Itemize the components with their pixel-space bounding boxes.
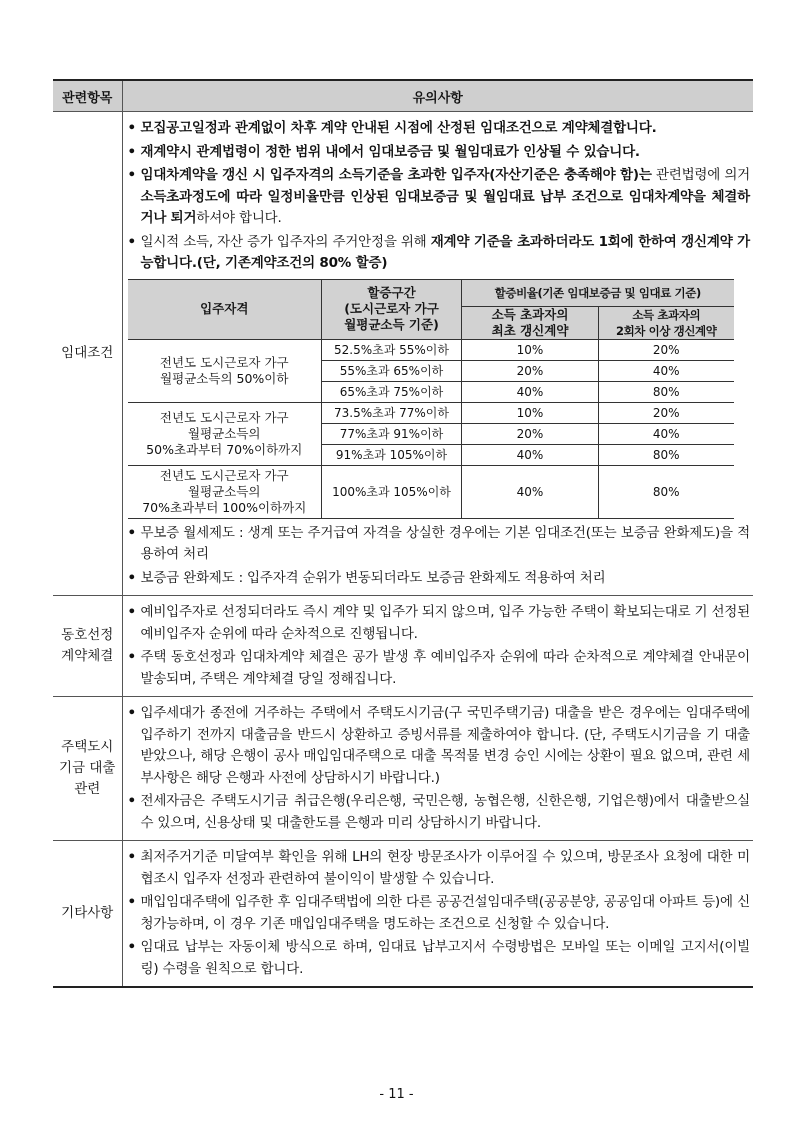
table-row — [128, 465, 734, 518]
header-first-renewal: 소득 초과자의 최초 갱신계약 — [462, 306, 599, 339]
range-cell: 52.5%초과 55%이하 — [322, 339, 462, 360]
first-rate-cell: 20% — [462, 423, 599, 444]
header-range: 할증구간 (도시근로자 가구 월평균소득 기준) — [322, 279, 462, 339]
section-label: 기타사항 — [53, 841, 122, 988]
list-item: • 모집공고일정과 관계없이 차후 계약 안내된 시점에 산정된 임대조건으로 계약체결합니다. — [127, 120, 657, 136]
table-header-row — [128, 279, 734, 306]
list-item: • 일시적 소득, 자산 증가 입주자의 주거안정을 위해 재계약 기준을 초과하더라도 1회에 한하여 갱신계약 가능합니다.(단, 기존계약조건의 80% 할증) — [127, 233, 750, 271]
group-label: 전년도 도시근로자 가구 월평균소득의 50%이하 — [128, 339, 322, 402]
first-rate-cell: 10% — [462, 402, 599, 423]
second-rate-cell: 80% — [599, 444, 734, 465]
table-row — [128, 402, 734, 423]
section-body — [122, 112, 753, 596]
header-row — [53, 80, 753, 112]
list-item: • 재계약시 관계법령이 정한 범위 내에서 임대보증금 및 월임대료가 인상될 수 있습니다. — [127, 143, 640, 160]
first-rate-cell: 20% — [462, 360, 599, 381]
first-rate-cell: 10% — [462, 339, 599, 360]
section-body — [122, 596, 753, 697]
list-item: • 주택 동호선정과 임대차계약 체결은 공가 발생 후 예비입주자 순위에 따라 순차적으로 계약체결 안내문이 발송되며, 주택은 계약체결 당일 정해집니다. — [127, 649, 750, 687]
first-rate-cell: 40% — [462, 465, 599, 518]
header-qualification: 입주자격 — [128, 279, 322, 339]
section-body — [122, 841, 753, 988]
second-rate-cell: 80% — [599, 465, 734, 518]
group-label: 전년도 도시근로자 가구 월평균소득의 70%초과부터 100%이하까지 — [128, 465, 322, 518]
section-etc — [53, 841, 753, 988]
list-item: • 임대료 납부는 자동이체 방식으로 하며, 임대료 납부고지서 수령방법은 모바일 또는 이메일 고지서(이빌링) 수령을 원칙으로 합니다. — [127, 939, 750, 977]
page-number: - 11 - — [379, 1087, 414, 1102]
section-label: 동호선정 계약체결 — [53, 596, 122, 697]
second-rate-cell: 20% — [599, 402, 734, 423]
section-lease — [53, 112, 753, 596]
header-rate: 할증비율(기존 임대보증금 및 임대료 기준) — [462, 279, 734, 306]
range-cell: 73.5%초과 77%이하 — [322, 402, 462, 423]
section-body — [122, 697, 753, 841]
range-cell: 100%초과 105%이하 — [322, 465, 462, 518]
section-unit-selection — [53, 596, 753, 697]
header-notes: 유의사항 — [122, 80, 753, 112]
header-category: 관련항목 — [53, 80, 122, 112]
second-rate-cell: 20% — [599, 339, 734, 360]
second-rate-cell: 40% — [599, 360, 734, 381]
range-cell: 91%초과 105%이하 — [322, 444, 462, 465]
range-cell: 55%초과 65%이하 — [322, 360, 462, 381]
list-item: • 보증금 완화제도 : 입주자격 순위가 변동되더라도 보증금 완화제도 적용하여 처리 — [127, 569, 606, 586]
range-cell: 77%초과 91%이하 — [322, 423, 462, 444]
notice-table — [53, 79, 753, 988]
list-item: • 전세자금은 주택도시기금 취급은행(우리은행, 국민은행, 농협은행, 신한은행, 기업은행)에서 대출받으실 수 있으며, 신용상태 및 대출한도를 은행과 미리 상담하시기 바랍니다. — [127, 793, 750, 831]
surcharge-table — [128, 279, 734, 519]
list-item: • 매입임대주택에 입주한 후 임대주택법에 의한 다른 공공건설임대주택(공공분양, 공공임대 아파트 등)에 신청가능하며, 이 경우 기존 매입임대주택을 명도하는 조건으로 신청할 수 있습니다. — [127, 894, 750, 932]
list-item: • 입주세대가 종전에 거주하는 주택에서 주택도시기금(구 국민주택기금) 대출을 받은 경우에는 임대주택에 입주하기 전까지 대출금을 반드시 상환하고 증빙서류를 제출하여야 합니다. (단, 주택도시기금을 기 대출 받았으나, 해당 은행이 공사 매입임대주택으로 대출 목적물 변경 승인 시에는 상환이 필요 없으며, 관련 세부사항은 해당 은행과 사전에 상담하시기 바랍니다.) — [127, 705, 750, 786]
list-item: • 최저주거기준 미달여부 확인을 위해 LH의 현장 방문조사가 이루어질 수 있으며, 방문조사 요청에 대한 미협조시 입주자 선정과 관련하여 불이익이 발생할 수 있습니다. — [127, 849, 750, 887]
first-rate-cell: 40% — [462, 381, 599, 402]
second-rate-cell: 80% — [599, 381, 734, 402]
second-rate-cell: 40% — [599, 423, 734, 444]
list-item: • 무보증 월세제도 : 생계 또는 주거급여 자격을 상실한 경우에는 기본 임대조건(또는 보증금 완화제도)을 적용하여 처리 — [127, 524, 750, 562]
section-label: 임대조건 — [53, 112, 122, 596]
section-housing-fund — [53, 697, 753, 841]
list-item: • 임대차계약을 갱신 시 입주자격의 소득기준을 초과한 입주자(자산기준은 충족해야 함)는 관련법령에 의거 소득초과정도에 따라 일정비율만큼 인상된 임대보증금 및 월임대료 납부 조건으로 임대차계약을 체결하거나 퇴거하셔야 합니다. — [127, 167, 750, 226]
group-label: 전년도 도시근로자 가구 월평균소득의 50%초과부터 70%이하까지 — [128, 402, 322, 465]
header-second-renewal: 소득 초과자의 2회차 이상 갱신계약 — [599, 306, 734, 339]
range-cell: 65%초과 75%이하 — [322, 381, 462, 402]
table-row — [128, 339, 734, 360]
list-item: • 예비입주자로 선정되더라도 즉시 계약 및 입주가 되지 않으며, 입주 가능한 주택이 확보되는대로 기 선정된 예비입주자 순위에 따라 순차적으로 진행됩니다. — [127, 604, 750, 642]
first-rate-cell: 40% — [462, 444, 599, 465]
section-label: 주택도시 기금 대출 관련 — [53, 697, 122, 841]
